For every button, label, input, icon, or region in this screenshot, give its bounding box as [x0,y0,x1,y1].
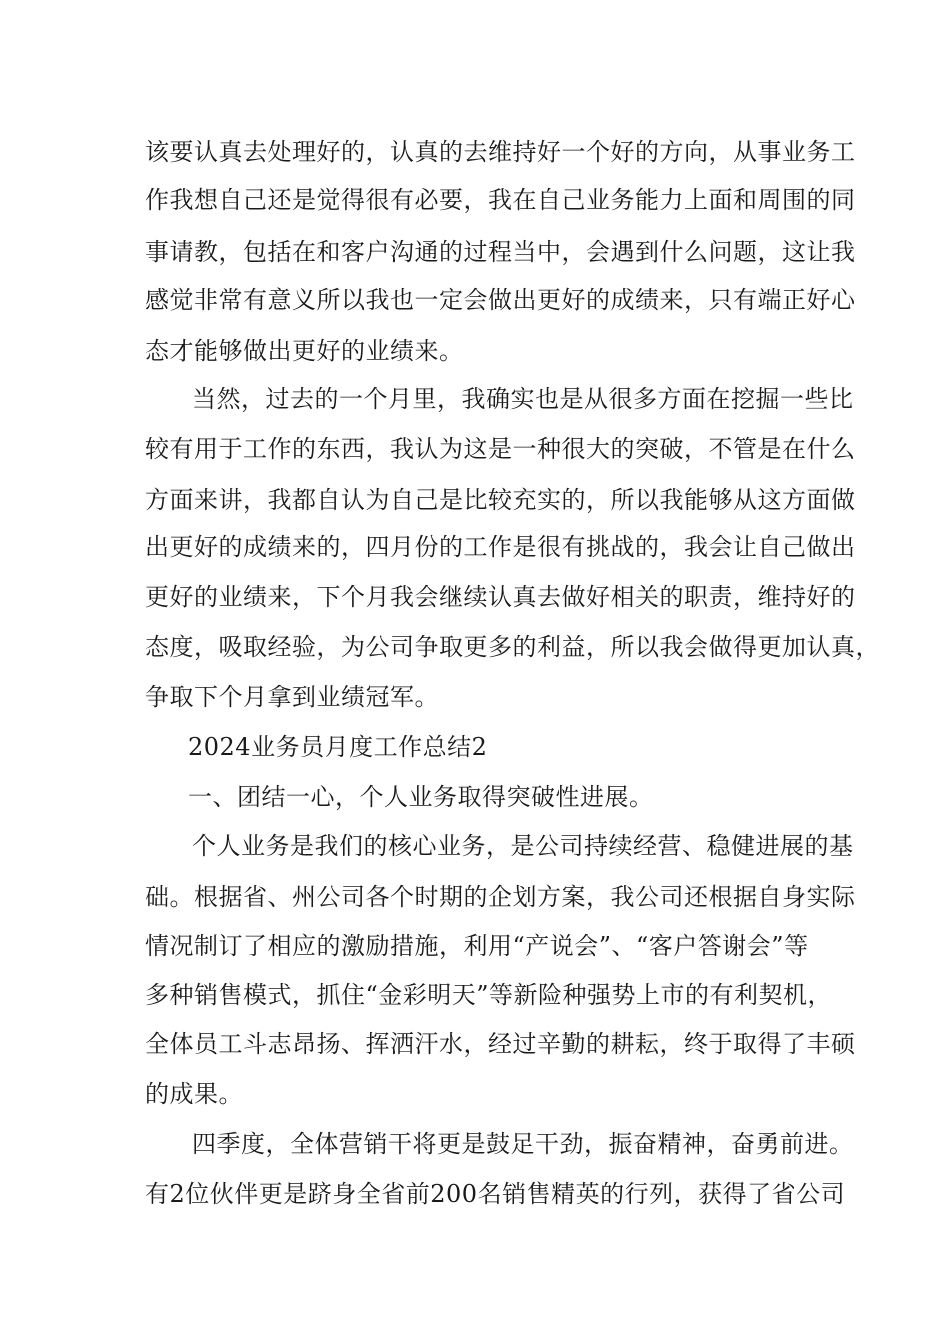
paragraph-line: 更好的业绩来，下个月我会继续认真去做好相关的职责，维持好的 [145,583,856,611]
paragraph-line: 有2位伙伴更是跻身全省前200名销售精英的行列，获得了省公司 [145,1180,846,1208]
paragraph-line: 情况制订了相应的激励措施，利用“产说会”、“客户答谢会”等 [145,932,809,960]
paragraph-line: 当然，过去的一个月里，我确实也是从很多方面在挖掘一些比 [192,385,854,413]
paragraph-line: 多种销售模式，抓住“金彩明天”等新险种强势上市的有利契机， [145,981,833,1009]
section-title: 2024业务员月度工作总结2 [188,733,488,761]
paragraph-line: 础。根据省、州公司各个时期的企划方案，我公司还根据自身实际 [145,883,856,911]
paragraph-line: 全体员工斗志昂扬、挥洒汗水，经过辛勤的耕耘，终于取得了丰硕 [145,1030,856,1058]
paragraph-line: 的成果。 [145,1080,243,1108]
paragraph-line: 该要认真去处理好的，认真的去维持好一个好的方向，从事业务工 [145,138,856,166]
paragraph-line: 作我想自己还是觉得很有必要，我在自己业务能力上面和周围的同 [145,186,856,214]
paragraph-line: 感觉非常有意义所以我也一定会做出更好的成绩来，只有端正好心 [145,286,856,314]
subsection-title: 一、团结一心，个人业务取得突破性进展。 [188,783,654,811]
paragraph-line: 出更好的成绩来的，四月份的工作是很有挑战的，我会让自己做出 [145,533,856,561]
paragraph-line: 较有用于工作的东西，我认为这是一种很大的突破，不管是在什么 [145,435,856,463]
paragraph-line: 四季度，全体营销干将更是鼓足干劲，振奋精神，奋勇前进。 [192,1130,854,1158]
paragraph-line: 态度，吸取经验，为公司争取更多的利益，所以我会做得更加认真， [145,633,880,661]
paragraph-line: 争取下个月拿到业绩冠军。 [145,683,439,711]
paragraph-line: 个人业务是我们的核心业务，是公司持续经营、稳健进展的基 [192,832,854,860]
paragraph-line: 事请教，包括在和客户沟通的过程当中，会遇到什么问题，这让我 [145,238,856,266]
paragraph-line: 方面来讲，我都自认为自己是比较充实的，所以我能够从这方面做 [145,486,856,514]
paragraph-line: 态才能够做出更好的业绩来。 [145,337,464,365]
